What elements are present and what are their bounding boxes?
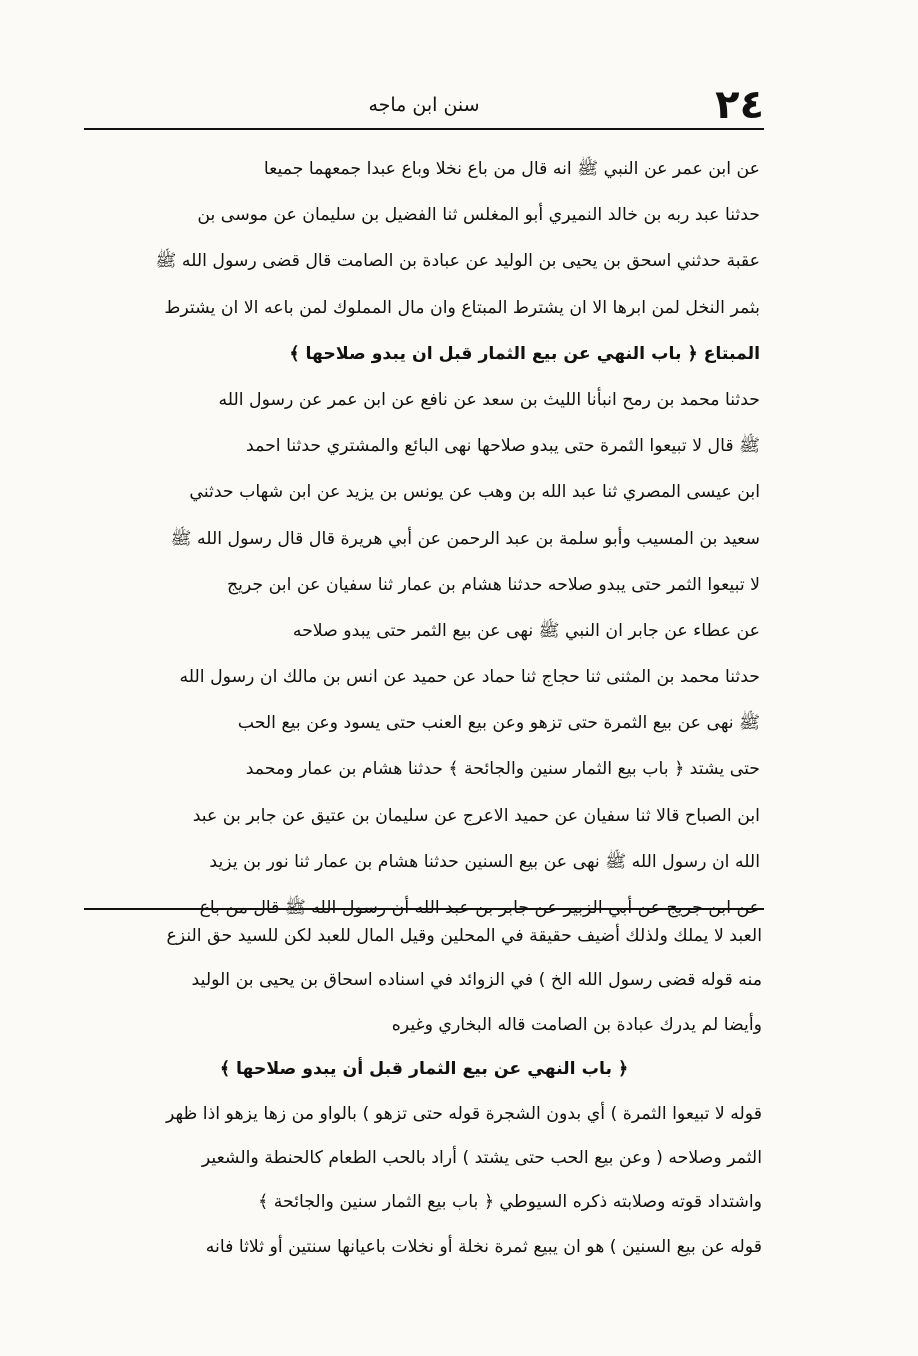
commentary-text	[86, 914, 762, 1269]
chapter-heading-line: المبتاع ﴿ باب النهي عن بيع الثمار قبل ان يبدو صلاحها ﴾	[289, 343, 760, 364]
commentary-line: منه قوله قضى رسول الله الخ ) في الزوائد في اسناده اسحاق بن يحيى بن الوليد	[191, 970, 762, 991]
running-title: سنن ابن ماجه	[368, 94, 480, 116]
page-header	[84, 82, 764, 128]
commentary-line: قوله لا تبيعوا الثمرة ) أي بدون الشجرة قوله حتى تزهو ) بالواو من زها يزهو اذا ظهر	[166, 1103, 762, 1124]
page-number: ٢٤	[715, 82, 764, 128]
commentary-line: الثمر وصلاحه ( وعن بيع الحب حتى يشتد ) أراد بالحب الطعام كالحنطة والشعير	[201, 1147, 762, 1168]
text-line: ابن الصباح قالا ثنا سفيان عن حميد الاعرج عن سليمان بن عتيق عن جابر بن عبد	[192, 805, 760, 826]
text-line: عن ابن عمر عن النبي ﷺ انه قال من باع نخلا وباع عبدا جمعهما جميعا	[263, 159, 760, 179]
commentary-line: وأيضا لم يدرك عبادة بن الصامت قاله البخاري وغيره	[391, 1014, 762, 1035]
footnote-divider	[84, 908, 764, 910]
text-line: عن ابن جريج عن أبي الزبير عن جابر بن عبد الله أن رسول الله ﷺ قال من باع	[199, 898, 760, 918]
text-line: بثمر النخل لمن ابرها الا ان يشترط المبتاع وان مال المملوك لمن باعه الا ان يشترط	[164, 297, 760, 318]
commentary-heading: ﴿ باب النهي عن بيع الثمار قبل أن يبدو صلاحها ﴾	[219, 1059, 629, 1080]
text-line: ﷺ قال لا تبيعوا الثمرة حتى يبدو صلاحها نهى البائع والمشتري حدثنا احمد	[246, 436, 760, 457]
text-line: الله ان رسول الله ﷺ نهى عن بيع السنين حدثنا هشام بن عمار ثنا نور بن يزيد	[209, 851, 760, 872]
header-rule	[84, 128, 764, 130]
chapter-heading-line: حتى يشتد ﴿ باب بيع الثمار سنين والجائحة ﴾ حدثنا هشام بن عمار ومحمد	[245, 759, 760, 780]
text-line: عن عطاء عن جابر ان النبي ﷺ نهى عن بيع الثمر حتى يبدو صلاحه	[292, 620, 760, 641]
text-line: حدثنا عبد ربه بن خالد النميري أبو المغلس ثنا الفضيل بن سليمان عن موسى بن	[197, 205, 760, 226]
text-line: ﷺ نهى عن بيع الثمرة حتى تزهو وعن بيع العنب حتى يسود وعن بيع الحب	[237, 713, 760, 734]
text-line: حدثنا محمد بن المثنى ثنا حجاج ثنا حماد عن حميد عن انس بن مالك ان رسول الله	[179, 667, 760, 688]
commentary-line: واشتداد قوته وصلابته ذكره السيوطي ﴿ باب بيع الثمار سنين والجائحة ﴾	[258, 1192, 762, 1213]
text-line: لا تبيعوا الثمر حتى يبدو صلاحه حدثنا هشام بن عمار ثنا سفيان عن ابن جريج	[226, 574, 760, 595]
text-line: سعيد بن المسيب وأبو سلمة بن عبد الرحمن عن أبي هريرة قال قال رسول الله ﷺ	[170, 528, 760, 549]
text-line: ابن عيسى المصري ثنا عبد الله بن وهب عن يونس بن يزيد عن ابن شهاب حدثني	[189, 482, 760, 503]
text-line: عقبة حدثني اسحق بن يحيى بن الوليد عن عبادة بن الصامت قال قضى رسول الله ﷺ	[155, 251, 760, 272]
commentary-line: العبد لا يملك ولذلك أضيف حقيقة في المحلين وقيل المال للعبد لكن للسيد حق النزع	[166, 926, 762, 946]
main-text	[96, 146, 760, 931]
commentary-line: قوله عن بيع السنين ) هو ان يبيع ثمرة نخلة أو نخلات باعيانها سنتين أو ثلاثا فانه	[205, 1236, 762, 1257]
text-line: حدثنا محمد بن رمح انبأنا الليث بن سعد عن نافع عن ابن عمر عن رسول الله	[218, 389, 760, 410]
